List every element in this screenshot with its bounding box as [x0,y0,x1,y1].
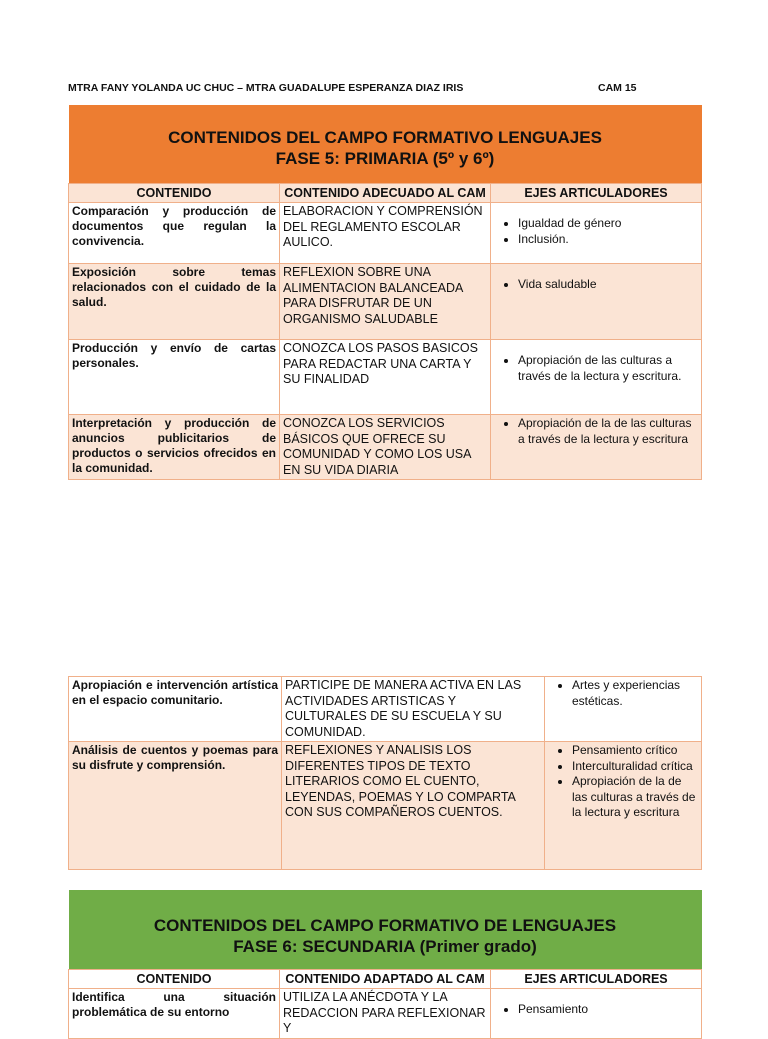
table-title [69,105,702,184]
table-fase-6 [68,890,702,1039]
ejes-cell [491,264,702,340]
list-item: • Artes y experiencias estéticas. [572,678,698,709]
ejes-cell [491,340,702,415]
col-header-contenido: CONTENIDO [69,184,280,203]
col-header-contenido: CONTENIDO [69,970,280,989]
contenido-cell: Identifica una situación problemática de su entorno [69,989,280,1039]
col-header-ejes: EJES ARTICULADORES [491,970,702,989]
table-row [69,989,702,1039]
table-title [69,890,702,970]
contenido-cell: Apropiación e intervención artística en el espacio comunitario. [69,677,282,742]
list-item: • Pensamiento crítico [572,743,698,759]
table-fase-5 [68,105,702,480]
title-line-1: CONTENIDOS DEL CAMPO FORMATIVO LENGUAJES [168,128,602,147]
col-header-adecuado: CONTENIDO ADECUADO AL CAM [280,184,491,203]
contenido-cell: Exposición sobre temas relacionados con el cuidado de la salud. [69,264,280,340]
ejes-cell [545,742,702,870]
adecuado-cell: REFLEXIONES Y ANALISIS LOS DIFERENTES TIPOS DE TEXTO LITERARIOS COMO EL CUENTO, LEYENDAS, POEMAS Y LO COMPARTA CON SUS COMPAÑEROS CUENTOS. [282,742,545,870]
adecuado-cell: CONOZCA LOS SERVICIOS BÁSICOS QUE OFRECE SU COMUNIDAD Y COMO LOS USA EN SU VIDA DIARIA [280,415,491,480]
title-line-2: FASE 6: SECUNDARIA (Primer grado) [233,937,537,956]
list-item: • Apropiación de la de las culturas a través de la lectura y escritura [572,774,698,821]
list-item: • Pensamiento [518,1002,698,1018]
adecuado-cell: REFLEXION SOBRE UNA ALIMENTACION BALANCEADA PARA DISFRUTAR DE UN ORGANISMO SALUDABLE [280,264,491,340]
contenido-cell: Comparación y producción de documentos que regulan la convivencia. [69,203,280,264]
title-line-2: FASE 5: PRIMARIA (5º y 6º) [275,149,495,168]
contenido-cell: Interpretación y producción de anuncios publicitarios de productos o servicios ofrecidos en la comunidad. [69,415,280,480]
list-item: • Interculturalidad crítica [572,759,698,775]
adecuado-cell: UTILIZA LA ANÉCDOTA Y LA REDACCION PARA REFLEXIONAR Y [280,989,491,1039]
list-item: • Vida saludable [518,277,698,293]
adecuado-cell: CONOZCA LOS PASOS BASICOS PARA REDACTAR UNA CARTA Y SU FINALIDAD [280,340,491,415]
table-row [69,415,702,480]
table-row [69,677,702,742]
ejes-cell [491,989,702,1039]
contenido-cell: Análisis de cuentos y poemas para su disfrute y comprensión. [69,742,282,870]
list-item: • Apropiación de las culturas a través de la lectura y escritura. [518,353,698,384]
adecuado-cell: PARTICIPE DE MANERA ACTIVA EN LAS ACTIVIDADES ARTISTICAS Y CULTURALES DE SU ESCUELA Y SU COMUNIDAD. [282,677,545,742]
ejes-cell [491,415,702,480]
document-header [68,82,702,94]
cam-label: CAM 15 [598,82,637,94]
adecuado-cell: ELABORACION Y COMPRENSIÓN DEL REGLAMENTO ESCOLAR AULICO. [280,203,491,264]
authors-text: MTRA FANY YOLANDA UC CHUC – MTRA GUADALUPE ESPERANZA DIAZ IRIS [68,82,464,94]
col-header-ejes: EJES ARTICULADORES [491,184,702,203]
table-row [69,340,702,415]
table-fase-5-continued [68,676,702,870]
title-line-1: CONTENIDOS DEL CAMPO FORMATIVO DE LENGUAJES [153,916,617,935]
table-row [69,742,702,870]
ejes-cell [545,677,702,742]
col-header-adaptado: CONTENIDO ADAPTADO AL CAM [280,970,491,989]
contenido-cell: Producción y envío de cartas personales. [69,340,280,415]
table-row [69,264,702,340]
table-row [69,203,702,264]
list-item: • Inclusión. [518,232,698,248]
list-item: • Apropiación de la de las culturas a través de la lectura y escritura [518,416,698,447]
list-item: • Igualdad de género [518,216,698,232]
ejes-cell [491,203,702,264]
